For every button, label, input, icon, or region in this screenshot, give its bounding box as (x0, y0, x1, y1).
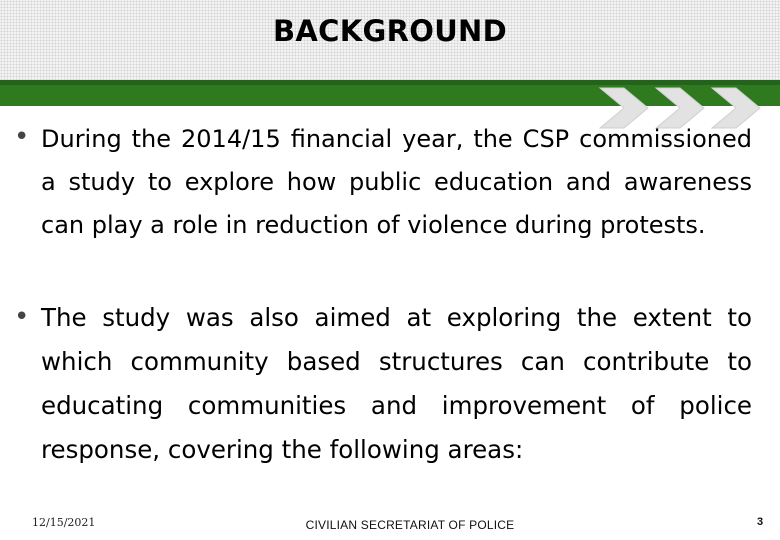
title-bar (0, 0, 780, 80)
bullet-paragraph-1: During the 2014/15 financial year, the CSP commissioned a study to explore how public education and awareness can play a role in reduction of violence during protests. (41, 125, 752, 239)
footer-organization: CIVILIAN SECRETARIAT OF POLICE (305, 518, 515, 532)
bullet-paragraph-2: The study was also aimed at exploring the extent to which community based structures can contribute to educating communities and improvement of police response, covering the following areas: (41, 303, 752, 464)
bullet-marker: • (14, 122, 30, 152)
slide-content (0, 108, 780, 510)
footer-date: 12/15/2021 (32, 516, 96, 529)
bullet-marker: • (14, 302, 30, 332)
footer-page-number: 3 (756, 516, 764, 528)
slide-title: BACKGROUND (273, 14, 507, 48)
